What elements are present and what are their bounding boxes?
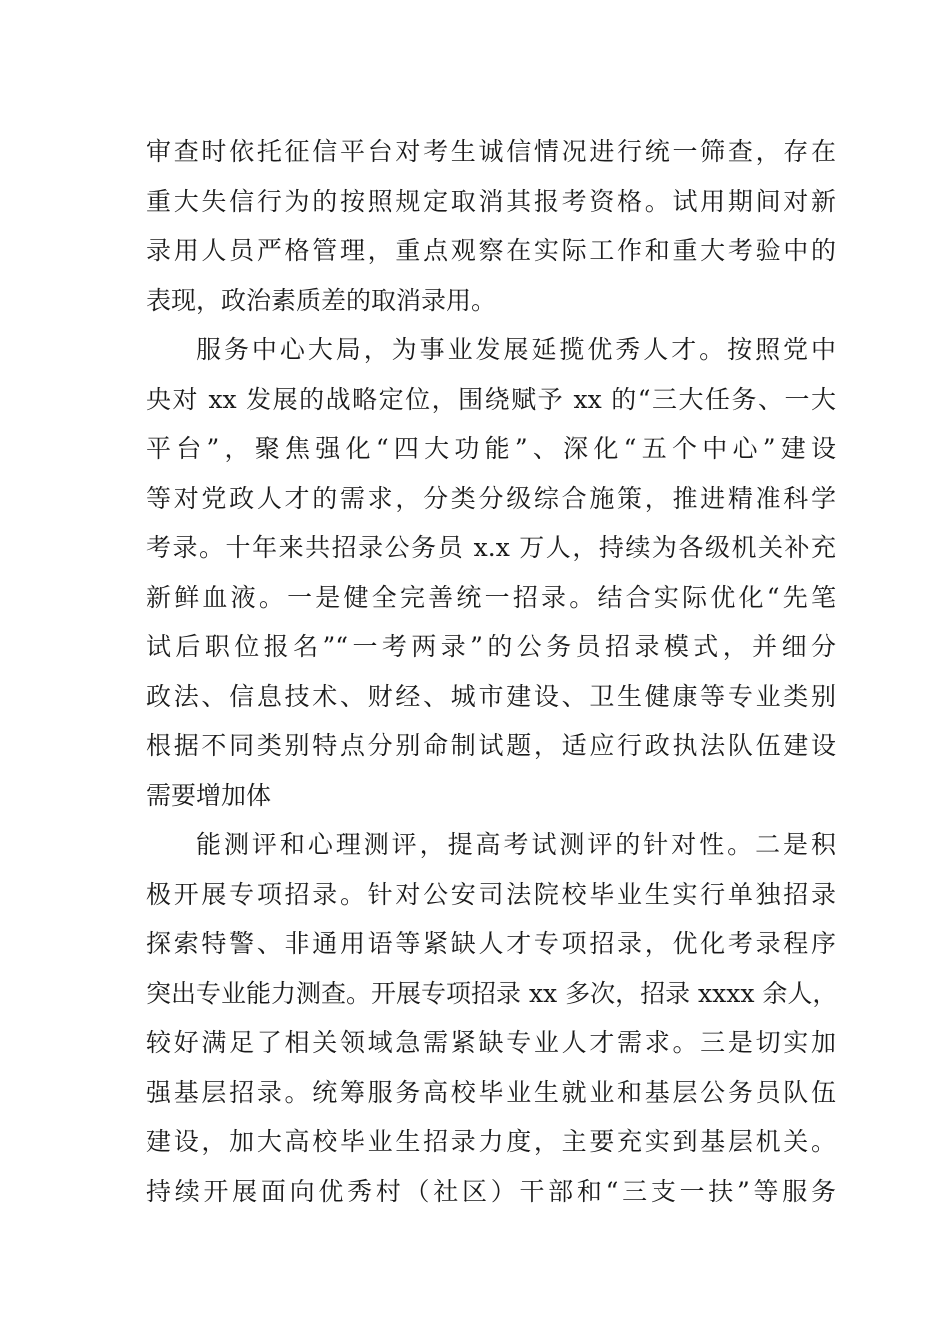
text-line: 重大失信行为的按照规定取消其报考资格。试用期间对新 [146, 186, 836, 216]
document-body [146, 127, 836, 1216]
text-line: 能测评和心理测评，提高考试测评的针对性。二是积 [196, 830, 836, 859]
text-line: 政法、信息技术、财经、城市建设、卫生健康等专业类别 [146, 681, 836, 711]
text-line: 等对党政人才的需求，分类分级综合施策，推进精准科学 [146, 483, 836, 513]
text-line: 极开展专项招录。针对公安司法院校毕业生实行单独招录 [146, 879, 836, 909]
text-line: 建设，加大高校毕业生招录力度，主要充实到基层机关。 [146, 1127, 836, 1156]
text-line: 持续开展面向优秀村（社区）干部和“三支一扶”等服务 [146, 1176, 836, 1206]
text-line: 考录。十年来共招录公务员 x.x 万人，持续为各级机关补充 [146, 533, 836, 562]
paragraph-1 [146, 127, 836, 325]
text-line: 服务中心大局，为事业发展延揽优秀人才。按照党中 [196, 335, 836, 364]
text-line: 审查时依托征信平台对考生诚信情况进行统一筛查，存在 [146, 137, 836, 166]
paragraph-3 [146, 820, 836, 1216]
text-line: 强基层招录。统筹服务高校毕业生就业和基层公务员队伍 [146, 1077, 836, 1107]
text-line: 探索特警、非通用语等紧缺人才专项招录，优化考录程序 [146, 929, 836, 958]
text-line: 平台”，聚焦强化“四大功能”、深化“五个中心”建设 [146, 434, 836, 463]
text-line: 央对 xx 发展的战略定位，围绕赋予 xx 的“三大任务、一大 [146, 384, 836, 414]
paragraph-2 [146, 325, 836, 820]
text-line: 录用人员严格管理，重点观察在实际工作和重大考验中的 [146, 236, 836, 265]
text-line: 表现，政治素质差的取消录用。 [146, 285, 497, 315]
text-line: 试后职位报名”“一考两录”的公务员招录模式，并细分 [146, 632, 836, 661]
text-line: 根据不同类别特点分别命制试题，适应行政执法队伍建设 [146, 731, 836, 760]
text-line: 新鲜血液。一是健全完善统一招录。结合实际优化“先笔 [146, 582, 836, 612]
text-line: 需要增加体 [146, 780, 272, 810]
text-line: 突出专业能力测查。开展专项招录 xx 多次，招录 xxxx 余人， [146, 978, 838, 1008]
text-line: 较好满足了相关领域急需紧缺专业人才需求。三是切实加 [146, 1028, 836, 1057]
